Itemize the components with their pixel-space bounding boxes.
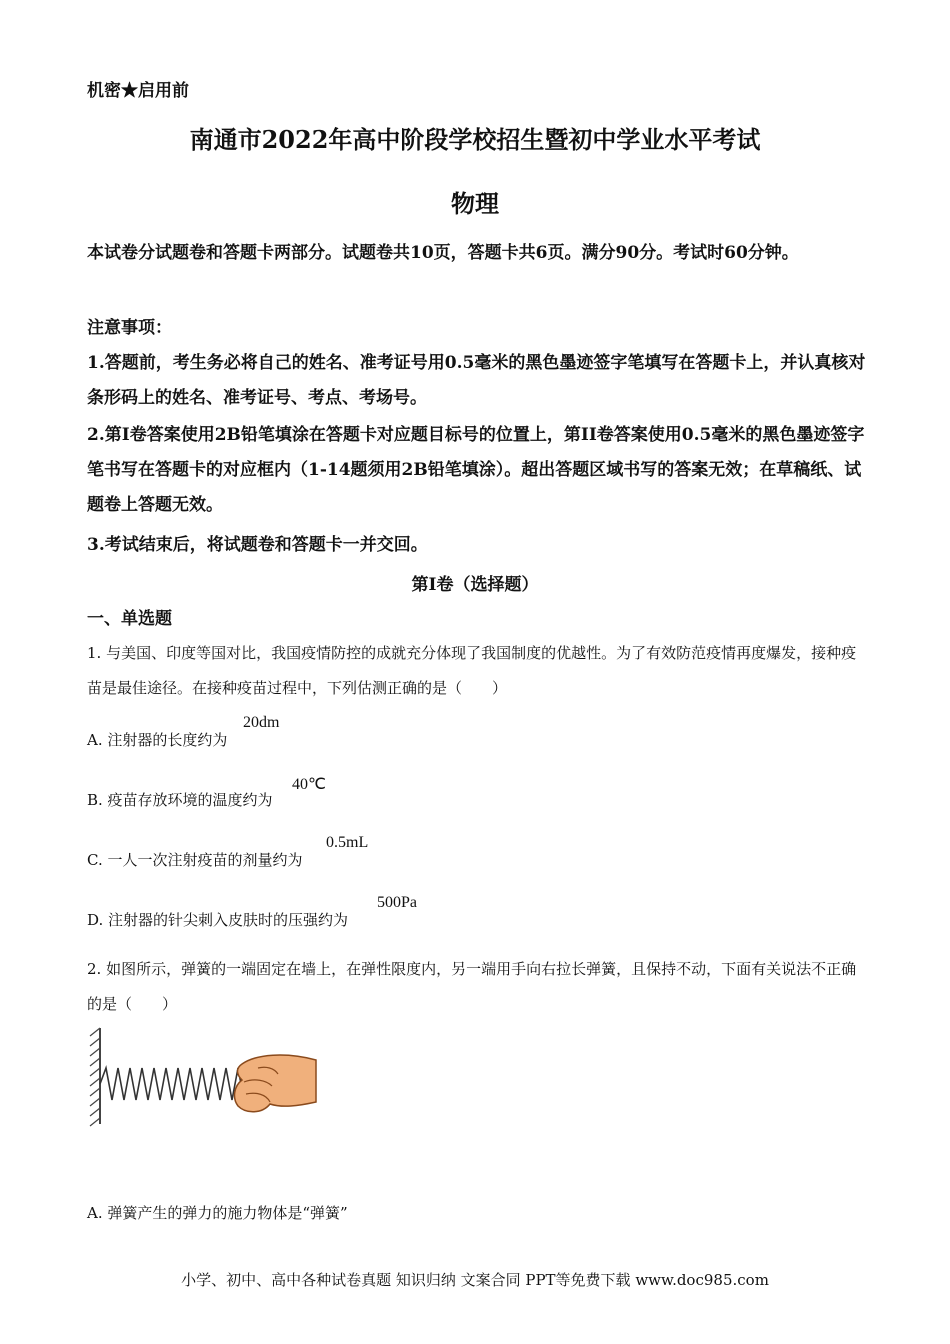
question-1-option-d <box>87 909 348 930</box>
note-item-1: 1.答题前，考生务必将自己的姓名、准考证号用0.5毫米的黑色墨迹签字笔填写在答题卡上，并认真核对条形码上的姓名、准考证号、考点、考场号。 <box>87 353 866 408</box>
hand-icon <box>235 1055 316 1112</box>
spring-icon <box>100 1068 248 1100</box>
question-1-option-b <box>87 789 273 810</box>
part-title: 一、单选题 <box>87 609 172 629</box>
note-item-3: 3.考试结束后，将试题卷和答题卡一并交回。 <box>87 535 428 555</box>
option-b-value: 40℃ <box>292 776 326 793</box>
question-1-option-c <box>87 849 302 870</box>
option-text: C. 一人一次注射疫苗的剂量约为 <box>87 851 303 869</box>
secret-mark: 机密★启用前 <box>87 81 189 101</box>
question-1-stem: 1. 与美国、印度等国对比，我国疫情防控的成就充分体现了我国制度的优越性。为了有效防范疫情再度爆发，接种疫苗是最佳途径。在接种疫苗过程中，下列估测正确的是（ ） <box>87 644 857 697</box>
question-2-option-a: A. 弹簧产生的弹力的施力物体是“弹簧” <box>87 1204 348 1222</box>
notes-heading: 注意事项： <box>87 318 172 338</box>
section-title: 第Ⅰ卷（选择题） <box>411 575 539 595</box>
option-text: D. 注射器的针尖刺入皮肤时的压强约为 <box>87 911 349 929</box>
subject-title: 物理 <box>451 189 499 218</box>
page-footer: 小学、初中、高中各种试卷真题 知识归纳 文案合同 PPT等免费下载 www.doc985.com <box>181 1271 769 1289</box>
question-2-stem: 2. 如图所示，弹簧的一端固定在墙上，在弹性限度内，另一端用手向右拉长弹簧，且保持不动，下面有关说法不正确的是（ ） <box>87 960 857 1013</box>
option-a-value: 20dm <box>243 714 280 731</box>
note-item-2: 2.第Ⅰ卷答案使用2B铅笔填涂在答题卡对应题目标号的位置上，第II卷答案使用0.5毫米的黑色墨迹签字笔书写在答题卡的对应框内（1-14题须用2B铅笔填涂）。超出答题区域书写的答案无效；在草稿纸、试题卷上答题无效。 <box>87 425 865 515</box>
intro-paragraph: 本试卷分试题卷和答题卡两部分。试题卷共10页，答题卡共6页。满分90分。考试时60分钟。 <box>87 243 799 263</box>
option-d-value: 500Pa <box>377 894 417 911</box>
exam-title: 南通市2022年高中阶段学校招生暨初中学业水平考试 <box>189 125 761 154</box>
option-text: B. 疫苗存放环境的温度约为 <box>87 791 273 809</box>
option-text: A. 注射器的长度约为 <box>87 731 228 749</box>
question-1-option-a <box>87 729 227 750</box>
option-c-value: 0.5mL <box>326 834 369 851</box>
spring-figure <box>86 1024 318 1128</box>
wall-icon <box>90 1028 100 1126</box>
